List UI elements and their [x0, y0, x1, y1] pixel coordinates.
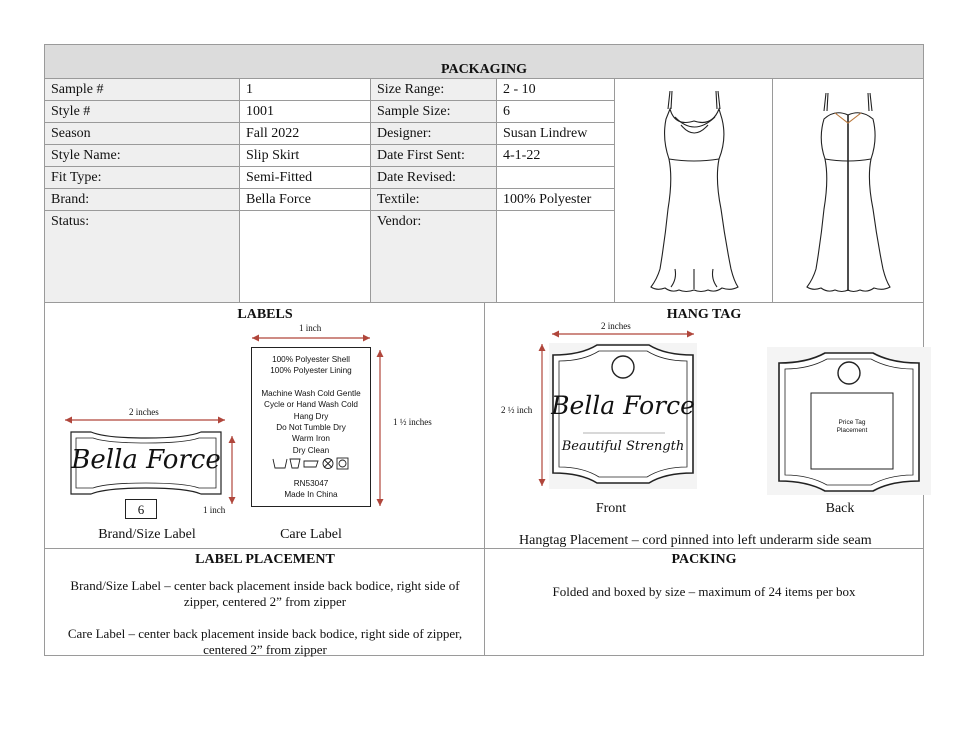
packing-title: PACKING: [671, 552, 737, 567]
brand-label: Brand:: [45, 189, 240, 211]
brand-label-caption: Brand/Size Label: [98, 527, 196, 542]
textile-label: Textile:: [371, 189, 497, 211]
brand-height-arrow-icon: [227, 433, 237, 507]
packaging-sheet: [44, 44, 924, 656]
hangtag-back-caption: Back: [825, 501, 855, 516]
size-tab: 6: [125, 499, 157, 519]
style-name-value: Slip Skirt: [240, 145, 371, 167]
season-value: Fall 2022: [240, 123, 371, 145]
brand-label-name: Bella Force: [71, 445, 221, 475]
care-line: Made In China: [284, 490, 338, 500]
fit-type-label: Fit Type:: [45, 167, 240, 189]
care-line: Warm Iron: [292, 434, 330, 444]
packing-section: [485, 549, 923, 655]
care-width-dimension: 1 inch: [299, 323, 322, 333]
vendor-value: [497, 211, 615, 303]
hangtag-brand-name: Bella Force: [551, 391, 695, 420]
hangtag-placement-note: Hangtag Placement – cord pinned into left underarm side seam: [519, 533, 872, 548]
hangtag-section: [485, 303, 923, 549]
label-placement-brand: Brand/Size Label – center back placement inside back bodice, right side of zipper, centered 2” from zipper: [70, 578, 460, 609]
price-tag-placement: [811, 419, 893, 435]
hangtag-tagline: Beautiful Strength: [561, 439, 685, 454]
care-label-caption: Care Label: [280, 527, 342, 542]
brand-value: Bella Force: [240, 189, 371, 211]
care-line: 100% Polyester Lining: [270, 366, 352, 376]
back-sketch-cell: [773, 79, 923, 303]
fit-type-value: Semi-Fitted: [240, 167, 371, 189]
labels-title: LABELS: [237, 307, 293, 322]
style-value: 1001: [240, 101, 371, 123]
hangtag-height-arrow-icon: [537, 341, 547, 489]
care-line: 100% Polyester Shell: [272, 355, 350, 364]
care-width-arrow-icon: [249, 333, 373, 343]
price-tag-line: Placement: [836, 427, 868, 434]
price-tag-line: Price Tag: [838, 419, 866, 426]
hangtag-title: HANG TAG: [666, 307, 742, 322]
designer-label: Designer:: [371, 123, 497, 145]
care-line: RN53047: [293, 478, 329, 488]
care-line: Hang Dry: [293, 411, 329, 421]
status-value: [240, 211, 371, 303]
label-placement-title: LABEL PLACEMENT: [195, 552, 335, 567]
care-height-arrow-icon: [375, 347, 385, 509]
style-label: Style #: [45, 101, 240, 123]
sample-value: 1: [240, 79, 371, 101]
label-placement-section: [45, 549, 485, 655]
season-label: Season: [45, 123, 240, 145]
sample-size-label: Sample Size:: [371, 101, 497, 123]
dress-back-sketch-icon: [773, 79, 923, 303]
packing-text: Folded and boxed by size – maximum of 24 items per box: [552, 584, 856, 599]
textile-value: 100% Polyester: [497, 189, 615, 211]
vendor-label: Vendor:: [371, 211, 497, 303]
size-range-label: Size Range:: [371, 79, 497, 101]
hangtag-width-arrow-icon: [549, 329, 697, 339]
dress-front-sketch-icon: [615, 79, 773, 303]
date-first-sent-label: Date First Sent:: [371, 145, 497, 167]
page-title: PACKAGING: [45, 45, 923, 79]
care-label: [251, 347, 371, 507]
care-line: Cycle or Hand Wash Cold: [264, 400, 358, 410]
size-range-value: 2 - 10: [497, 79, 615, 101]
date-first-sent-value: 4-1-22: [497, 145, 615, 167]
style-name-label: Style Name:: [45, 145, 240, 167]
care-line: Machine Wash Cold Gentle: [261, 388, 361, 398]
sample-size-value: 6: [497, 101, 615, 123]
care-line: Do Not Tumble Dry: [276, 423, 346, 433]
care-line: Dry Clean: [292, 445, 330, 455]
brand-width-dimension: 2 inches: [129, 407, 159, 417]
date-revised-label: Date Revised:: [371, 167, 497, 189]
front-sketch-cell: [615, 79, 773, 303]
hangtag-height-dimension: 2 ½ inch: [501, 405, 533, 415]
hangtag-width-dimension: 2 inches: [601, 321, 631, 331]
status-label: Status:: [45, 211, 240, 303]
designer-value: Susan Lindrew: [497, 123, 615, 145]
date-revised-value: [497, 167, 615, 189]
label-placement-care: Care Label – center back placement inside back bodice, right side of zipper, centered 2” from zipper: [67, 626, 463, 657]
care-symbols-icon: [272, 456, 350, 470]
hangtag-front-caption: Front: [595, 501, 627, 516]
brand-width-arrow-icon: [61, 415, 231, 425]
labels-section: [45, 303, 485, 549]
sample-label: Sample #: [45, 79, 240, 101]
brand-height-dimension: 1 inch: [203, 505, 226, 515]
care-height-dimension: 1 ½ inches: [393, 417, 432, 427]
